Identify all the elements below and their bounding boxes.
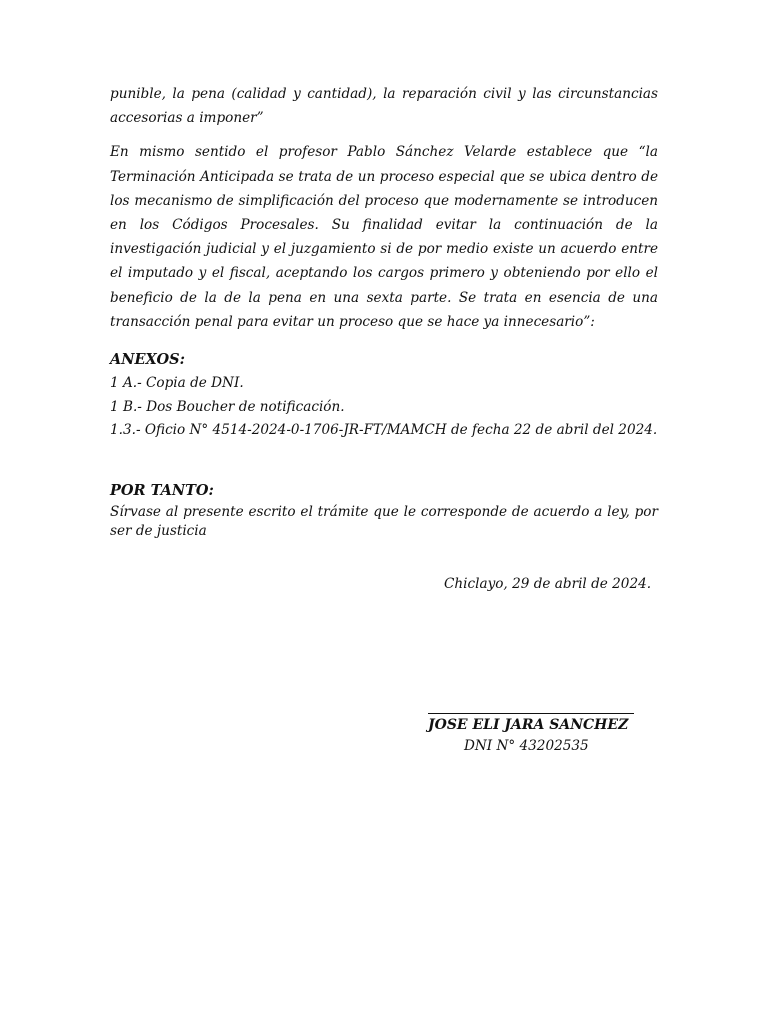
- closing-text: Sírvase al presente escrito el trámite que le corresponde de acuerdo a ley, por ser de justicia: [110, 503, 658, 540]
- signature-block: [428, 713, 634, 756]
- dateline: Chiclayo, 29 de abril de 2024.: [444, 576, 652, 592]
- signer-dni: DNI N° 43202535: [464, 738, 589, 754]
- annex-item: 1.3.- Oficio N° 4514-2024-0-1706-JR-FT/MAMCH de fecha 22 de abril del 2024.: [110, 422, 658, 439]
- annex-item: 1 B.- Dos Boucher de notificación.: [110, 398, 345, 415]
- annex-item: 1 A.- Copia de DNI.: [110, 375, 244, 392]
- annexes-section: [110, 348, 658, 443]
- por-tanto-heading: POR TANTO:: [110, 481, 214, 499]
- paragraph-sanchez-velarde: En mismo sentido el profesor Pablo Sánchez Velarde establece que “la Terminación Anticipada se trata de un proceso especial que se ubica dentro de los mecanismo de simplificación del proceso que modernamente se introducen en los Códigos Procesales. Su finalidad evitar la continuación de la investigación judicial y el juzgamiento si de por medio existe un acuerdo entre el imputado y el fiscal, aceptando los cargos primero y obteniendo por ello el beneficio de la de la pena en una sexta parte. Se trata en esencia de una transacción penal para evitar un proceso que se hace ya innecesario”:: [110, 144, 658, 330]
- annexes-list: [110, 372, 658, 443]
- signer-name: JOSE ELI JARA SANCHEZ: [428, 717, 629, 733]
- closing-section: [110, 479, 658, 542]
- annexes-heading: ANEXOS:: [110, 351, 186, 369]
- paragraph-punible: punible, la pena (calidad y cantidad), la reparación civil y las circunstancias accesorias a imponer”: [110, 86, 658, 127]
- document-body: [110, 82, 658, 542]
